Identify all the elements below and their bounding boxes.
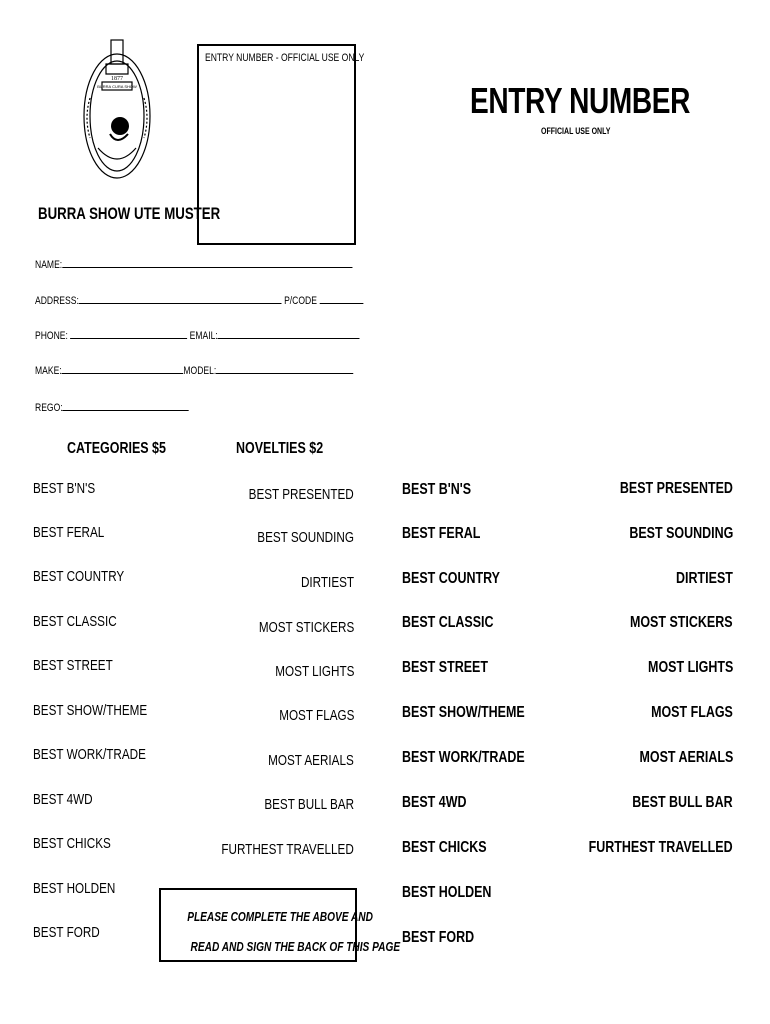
novelty-option-bold[interactable]: BEST SOUNDING: [628, 525, 733, 542]
category-option-bold[interactable]: BEST FORD: [402, 929, 475, 946]
novelty-option[interactable]: DIRTIEST: [300, 574, 354, 591]
novelties-heading: NOVELTIES $2: [236, 440, 324, 457]
notice-line-2: READ AND SIGN THE BACK OF THIS PAGE: [190, 939, 401, 954]
address-field[interactable]: [35, 294, 456, 307]
novelty-option-bold[interactable]: MOST STICKERS: [630, 614, 733, 631]
category-option-bold[interactable]: BEST STREET: [402, 659, 488, 676]
crest-year: 1877: [111, 76, 123, 82]
novelty-option-bold[interactable]: MOST FLAGS: [651, 704, 733, 721]
category-option[interactable]: BEST WORK/TRADE: [33, 746, 146, 763]
make-model-field[interactable]: [35, 364, 443, 377]
novelty-option[interactable]: BEST SOUNDING: [257, 529, 354, 546]
novelty-option[interactable]: MOST AERIALS: [268, 752, 354, 769]
rego-field[interactable]: [35, 401, 232, 414]
category-option[interactable]: BEST CHICKS: [33, 835, 111, 852]
novelty-option[interactable]: BEST BULL BAR: [264, 796, 354, 813]
address-label: ADDRESS:: [35, 295, 79, 307]
category-option-bold[interactable]: BEST CLASSIC: [402, 614, 494, 631]
category-option[interactable]: BEST CLASSIC: [33, 613, 117, 630]
category-option[interactable]: BEST FERAL: [33, 524, 105, 541]
category-option[interactable]: BEST B'N'S: [33, 480, 96, 497]
category-option[interactable]: BEST STREET: [33, 657, 113, 674]
novelty-option-bold[interactable]: FURTHEST TRAVELLED: [589, 839, 733, 856]
category-option-bold[interactable]: BEST FERAL: [402, 525, 481, 542]
category-option-bold[interactable]: BEST CHICKS: [402, 839, 487, 856]
phone-label: PHONE:: [35, 330, 68, 342]
show-crest-logo: [80, 38, 154, 184]
category-option-bold[interactable]: BEST 4WD: [402, 794, 467, 811]
category-option-bold[interactable]: BEST B'N'S: [402, 481, 472, 498]
email-label: EMAIL:: [189, 330, 218, 342]
novelty-option[interactable]: MOST FLAGS: [278, 707, 354, 724]
notice-line-1: PLEASE COMPLETE THE ABOVE AND: [187, 909, 373, 924]
make-label: MAKE:: [35, 365, 62, 377]
novelty-option[interactable]: MOST LIGHTS: [274, 663, 354, 680]
category-option-bold[interactable]: BEST COUNTRY: [402, 570, 500, 587]
org-title: BURRA SHOW UTE MUSTER: [38, 204, 221, 223]
novelty-option-bold[interactable]: MOST AERIALS: [639, 749, 733, 766]
pcode-label: P/CODE: [284, 295, 317, 307]
address-line[interactable]: [79, 294, 282, 304]
instructions-notice: [159, 888, 401, 962]
entry-number-title: ENTRY NUMBER: [470, 80, 690, 121]
category-option[interactable]: BEST HOLDEN: [33, 880, 116, 897]
category-option[interactable]: BEST SHOW/THEME: [33, 702, 148, 719]
category-option[interactable]: BEST 4WD: [33, 791, 93, 808]
rego-label: REGO:: [35, 402, 63, 414]
novelty-option-bold[interactable]: MOST LIGHTS: [647, 659, 733, 676]
entry-box-label: ENTRY NUMBER - OFFICIAL USE ONLY: [205, 52, 365, 64]
official-use-subtitle: OFFICIAL USE ONLY: [541, 126, 611, 136]
category-option[interactable]: BEST COUNTRY: [33, 568, 125, 585]
category-option-bold[interactable]: BEST HOLDEN: [402, 884, 492, 901]
pcode-line[interactable]: [319, 294, 363, 304]
model-line[interactable]: [216, 364, 353, 374]
name-label: NAME:: [35, 259, 63, 271]
novelty-option-bold[interactable]: BEST PRESENTED: [619, 480, 733, 497]
categories-heading: CATEGORIES $5: [67, 440, 166, 457]
phone-line[interactable]: [70, 329, 187, 339]
email-line[interactable]: [218, 329, 360, 339]
phone-email-field[interactable]: [35, 329, 451, 342]
category-option-bold[interactable]: BEST WORK/TRADE: [402, 749, 525, 766]
category-option-bold[interactable]: BEST SHOW/THEME: [402, 704, 525, 721]
novelty-option[interactable]: MOST STICKERS: [258, 619, 354, 636]
crest-banner: BURRA CURA SHOW: [97, 84, 137, 89]
novelty-option[interactable]: BEST PRESENTED: [248, 486, 354, 503]
make-line[interactable]: [62, 364, 184, 374]
novelty-option-bold[interactable]: BEST BULL BAR: [632, 794, 733, 811]
rego-line[interactable]: [63, 401, 189, 411]
name-field[interactable]: [35, 258, 442, 271]
novelty-option-bold[interactable]: DIRTIEST: [676, 570, 733, 587]
novelty-option[interactable]: FURTHEST TRAVELLED: [221, 841, 354, 858]
name-line[interactable]: [62, 258, 352, 268]
entry-number-box[interactable]: [197, 44, 356, 245]
category-option[interactable]: BEST FORD: [33, 924, 100, 941]
model-label: MODEL:: [183, 365, 217, 377]
